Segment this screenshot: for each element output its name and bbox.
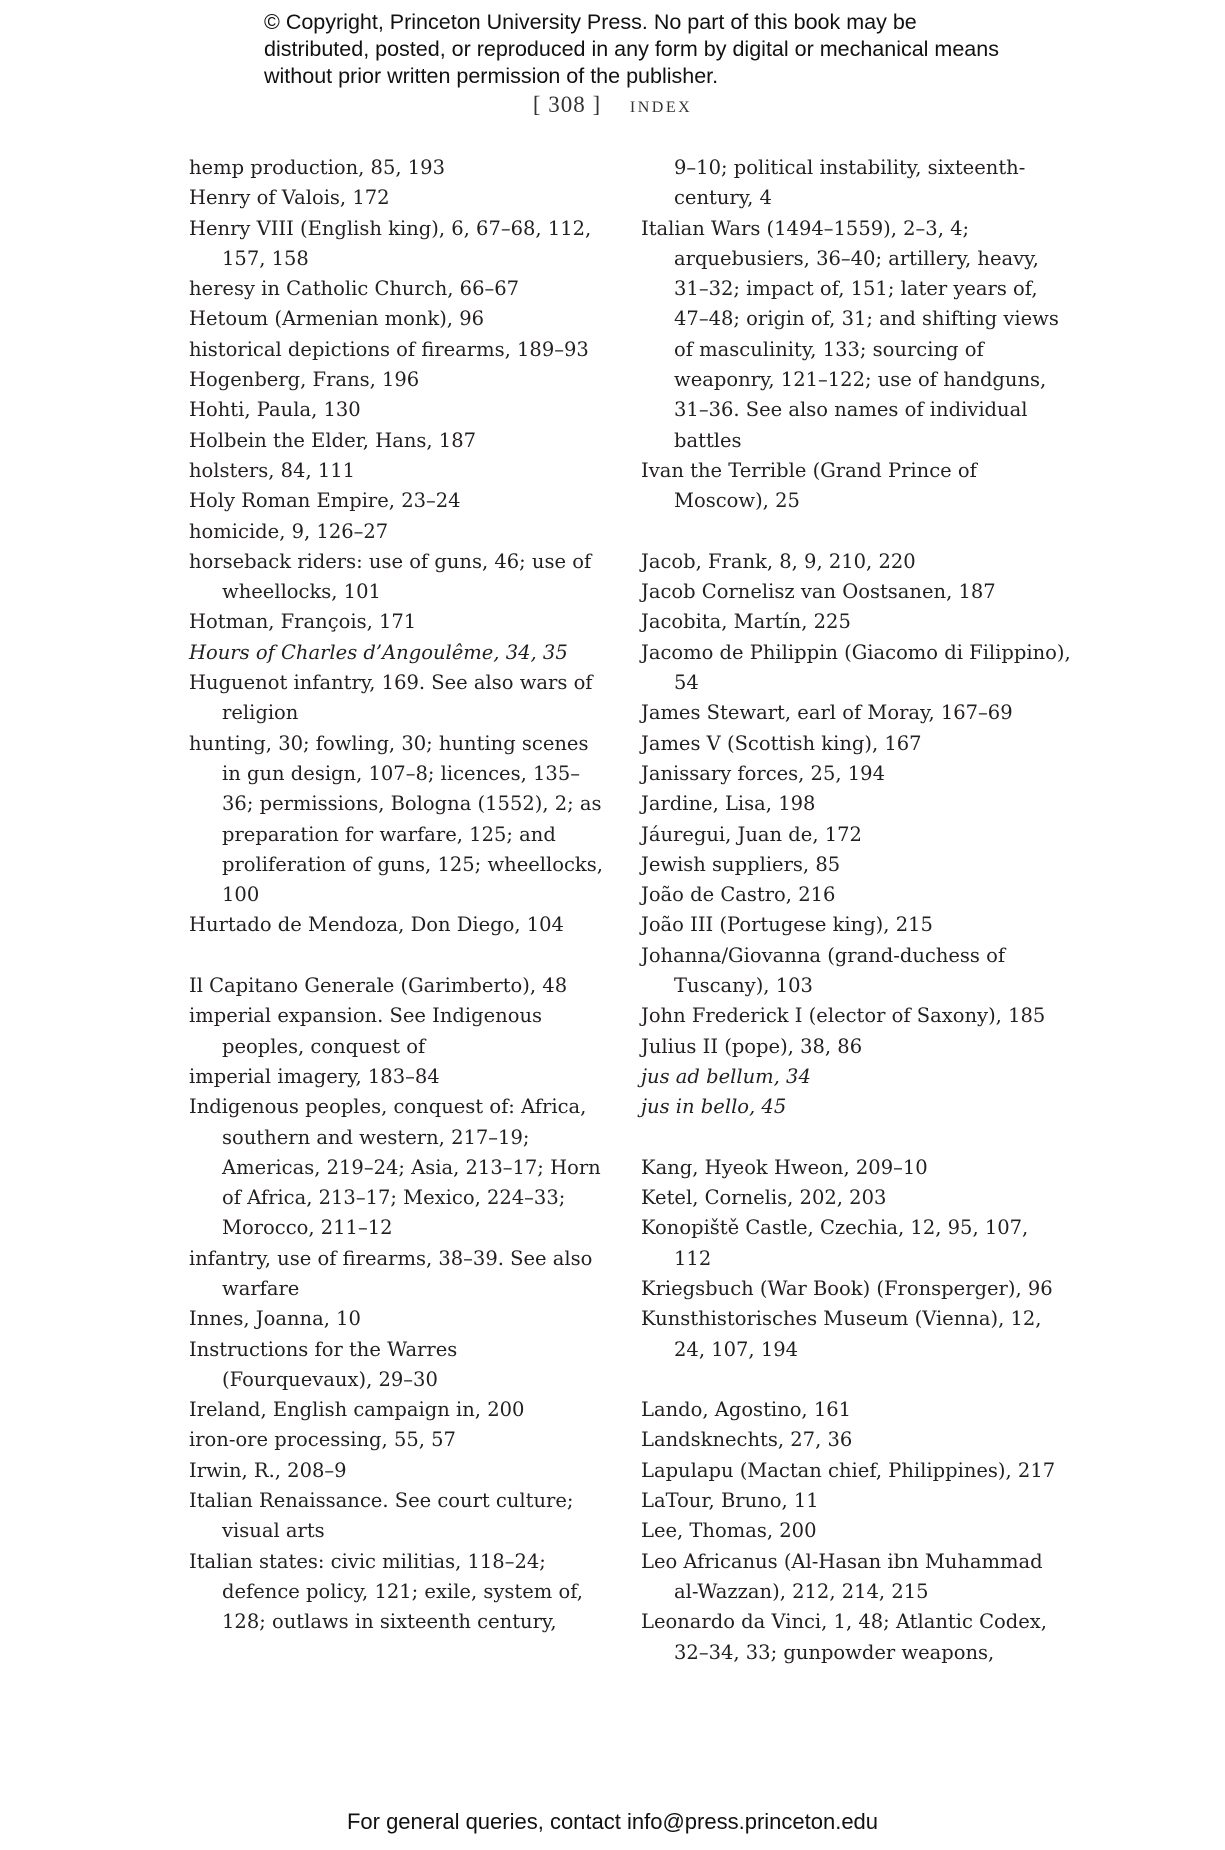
index-entry: John Frederick I (elector of Saxony), 185 [641, 1004, 1046, 1028]
index-entry: Hetoum (Armenian monk), 96 [189, 307, 485, 331]
index-entry: Lapulapu (Mactan chief, Philippines), 217 [641, 1458, 1056, 1482]
index-entry: Kang, Hyeok Hweon, 209–10 [641, 1155, 928, 1179]
index-entry: imperial expansion. See Indigenous peoples, conquest of [189, 1004, 543, 1058]
index-entry: Jacobita, Martín, 225 [641, 610, 851, 634]
index-entry: João de Castro, 216 [641, 883, 836, 907]
index-column-right [641, 153, 1071, 1668]
copyright-notice: © Copyright, Princeton University Press. No part of this book may be distributed, posted, or reproduced in any form by digital or mechanical means without prior written permission of the publisher. [264, 10, 999, 88]
index-entry: Lando, Agostino, 161 [641, 1398, 852, 1422]
index-entry: Hogenberg, Frans, 196 [189, 368, 420, 392]
index-entry: iron-ore processing, 55, 57 [189, 1428, 456, 1452]
index-entry: Italian Renaissance. See court culture; visual arts [189, 1489, 574, 1543]
index-entry: Janissary forces, 25, 194 [641, 761, 885, 785]
contact-footer: For general queries, contact info@press.princeton.edu [346, 1809, 879, 1834]
index-entry: Jacob, Frank, 8, 9, 210, 220 [641, 549, 916, 573]
index-entry: Ivan the Terrible (Grand Prince of Moscow), 25 [641, 458, 977, 513]
index-entry: Jacob Cornelisz van Oostsanen, 187 [641, 580, 996, 604]
index-entry: hunting, 30; fowling, 30; hunting scenes in gun design, 107–8; licences, 135–36; permissions, Bologna (1552), 2; as preparation for warfare, 125; and proliferation of guns, 125; wheellocks, 100 [189, 731, 603, 907]
index-entry: Jardine, Lisa, 198 [641, 792, 816, 816]
index-entry: historical depictions of firearms, 189–93 [189, 337, 589, 361]
index-entry: Konopiště Castle, Czechia, 12, 95, 107, 112 [641, 1216, 1029, 1270]
index-entry: LaTour, Bruno, 11 [641, 1489, 819, 1513]
index-entry: Irwin, R., 208–9 [189, 1458, 347, 1482]
index-entry: heresy in Catholic Church, 66–67 [189, 277, 520, 301]
index-entry: Julius II (pope), 38, 86 [641, 1034, 863, 1058]
index-entry: Hohti, Paula, 130 [189, 398, 361, 422]
index-entry: Ketel, Cornelis, 202, 203 [641, 1186, 887, 1210]
index-entry: James Stewart, earl of Moray, 167–69 [641, 701, 1013, 725]
index-entry: Landsknechts, 27, 36 [641, 1428, 853, 1452]
index-entry: imperial imagery, 183–84 [189, 1064, 440, 1088]
index-entry: Hurtado de Mendoza, Don Diego, 104 [189, 913, 564, 937]
page-number: [ 308 ] [532, 92, 602, 117]
index-entry: holsters, 84, 111 [189, 458, 356, 482]
index-entry: Innes, Joanna, 10 [189, 1307, 361, 1331]
index-entry: infantry, use of firearms, 38–39. See also warfare [189, 1246, 593, 1300]
index-entry: Il Capitano Generale (Garimberto), 48 [189, 974, 568, 998]
index-entry: Leo Africanus (Al-Hasan ibn Muhammad al-Wazzan), 212, 214, 215 [641, 1549, 1043, 1603]
index-entry: Holy Roman Empire, 23–24 [189, 489, 461, 513]
index-entry: Indigenous peoples, conquest of: Africa, southern and western, 217–19; Americas, 219–24; Asia, 213–17; Horn of Africa, 213–17; Mexico, 224–33; Morocco, 211–12 [189, 1095, 601, 1240]
index-entry: Jacomo de Philippin (Giacomo di Filippino), 54 [641, 640, 1071, 695]
index-entry: jus in bello, 45 [641, 1095, 787, 1119]
index-entry: Italian states: civic militias, 118–24; defence policy, 121; exile, system of, 128; outlaws in sixteenth century, [189, 1549, 583, 1634]
index-entry: Hotman, François, 171 [189, 610, 417, 634]
index-entry: hemp production, 85, 193 [189, 156, 445, 179]
index-entry: horseback riders: use of guns, 46; use of wheellocks, 101 [189, 549, 592, 604]
index-entry: Johanna/Giovanna (grand-duchess of Tuscany), 103 [641, 943, 1006, 998]
index-entry: Kriegsbuch (War Book) (Fronsperger), 96 [641, 1276, 1053, 1300]
index-entry: João III (Portugese king), 215 [641, 913, 933, 937]
index-entry: Jáuregui, Juan de, 172 [641, 822, 862, 846]
index-entry: Henry VIII (English king), 6, 67–68, 112, 157, 158 [189, 216, 592, 270]
index-entry: Henry of Valois, 172 [189, 186, 390, 210]
index-entry: Leonardo da Vinci, 1, 48; Atlantic Codex, 32–34, 33; gunpowder weapons, [641, 1610, 1048, 1664]
running-header [0, 92, 1225, 118]
index-entry: Instructions for the Warres (Fourquevaux), 29–30 [189, 1337, 458, 1391]
index-entry: Lee, Thomas, 200 [641, 1519, 817, 1543]
index-column-left [189, 153, 609, 1638]
index-entry: homicide, 9, 126–27 [189, 519, 389, 543]
index-entry: Holbein the Elder, Hans, 187 [189, 428, 477, 452]
index-entry-continued: 9–10; political instability, sixteenth-century, 4 [674, 156, 1026, 210]
index-entry: Hours of Charles d’Angoulême, 34, 35 [189, 640, 568, 664]
index-entry: Kunsthistorisches Museum (Vienna), 12, 24, 107, 194 [641, 1307, 1042, 1361]
index-entry: Huguenot infantry, 169. See also wars of religion [189, 671, 593, 725]
index-entry: James V (Scottish king), 167 [641, 731, 922, 755]
index-entry: Jewish suppliers, 85 [641, 852, 841, 876]
index-entry: jus ad bellum, 34 [641, 1064, 811, 1088]
index-entry: Italian Wars (1494–1559), 2–3, 4; arquebusiers, 36–40; artillery, heavy, 31–32; impact of, 151; later years of, 47–48; origin of, 31; and shifting views of masculinity, 133; sourcing of weaponry, 121–122; use of handguns, 31–36. See also names of individual battles [641, 216, 1059, 452]
section-label: index [629, 92, 693, 117]
index-entry: Ireland, English campaign in, 200 [189, 1398, 525, 1422]
